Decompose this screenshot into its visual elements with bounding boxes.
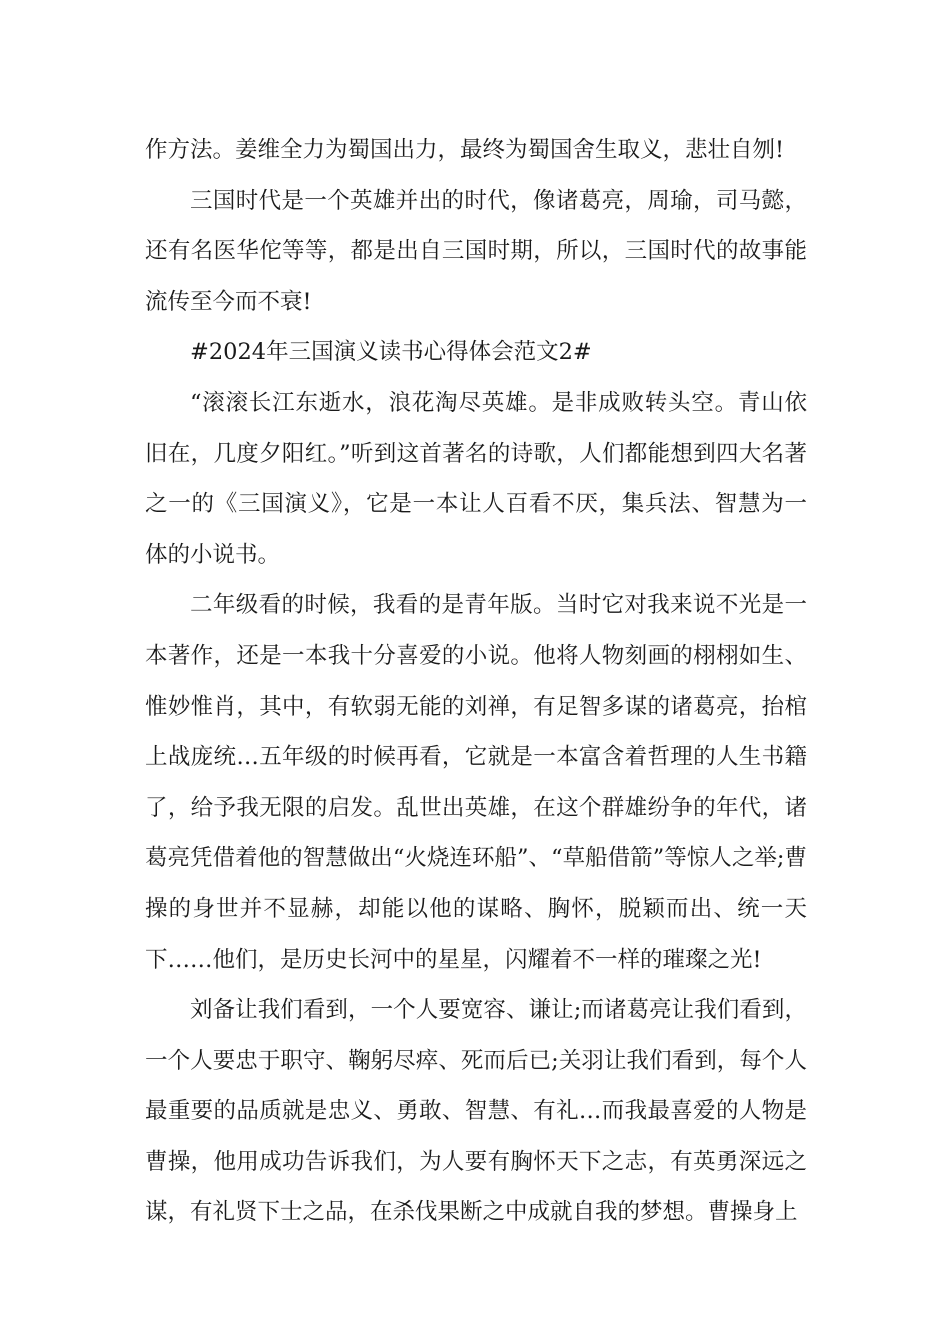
paragraph-character-lessons: 刘备让我们看到，一个人要宽容、谦让;而诸葛亮让我们看到，一个人要忠于职守、鞠躬尽瘁、死而后已;关羽让我们看到，每个人最重要的品质就是忠义、勇敢、智慧、有礼…而我最喜爱的人物是曹操，他用成功告诉我们，为人要有胸怀天下之志，有英勇深远之谋，有礼贤下士之品，在杀伐果断之中成就自我的梦想。曹操身上	[145, 997, 807, 1226]
paragraph-reading-experience: 二年级看的时候，我看的是青年版。当时它对我来说不光是一本著作，还是一本我十分喜爱的小说。他将人物刻画的栩栩如生、惟妙惟肖，其中，有软弱无能的刘禅，有足智多谋的诸葛亮，抬棺上战庞统…五年级的时候再看，它就是一本富含着哲理的人生书籍了，给予我无限的启发。乱世出英雄，在这个群雄纷争的年代，诸葛亮凭借着他的智慧做出“火烧连环船”、“草船借箭”等惊人之举;曹操的身世并不显赫，却能以他的谋略、胸怀，脱颖而出、统一天下……他们，是历史长河中的星星，闪耀着不一样的璀璨之光!	[145, 592, 807, 973]
section-heading: #2024年三国演义读书心得体会范文2#	[190, 339, 592, 366]
paragraph-three-kingdoms-era: 三国时代是一个英雄并出的时代，像诸葛亮，周瑜，司马懿，还有名医华佗等等，都是出自三国时期，所以，三国时代的故事能流传至今而不衰!	[145, 187, 807, 315]
paragraph-continuation: 作方法。姜维全力为蜀国出力，最终为蜀国舍生取义，悲壮自刎!	[145, 137, 785, 163]
document-page	[145, 125, 807, 1238]
paragraph-poem-intro: “滚滚长江东逝水，浪花淘尽英雄。是非成败转头空。青山依旧在，几度夕阳红。”听到这首著名的诗歌，人们都能想到四大名著之一的《三国演义》，它是一本让人百看不厌，集兵法、智慧为一体的小说书。	[145, 389, 807, 568]
